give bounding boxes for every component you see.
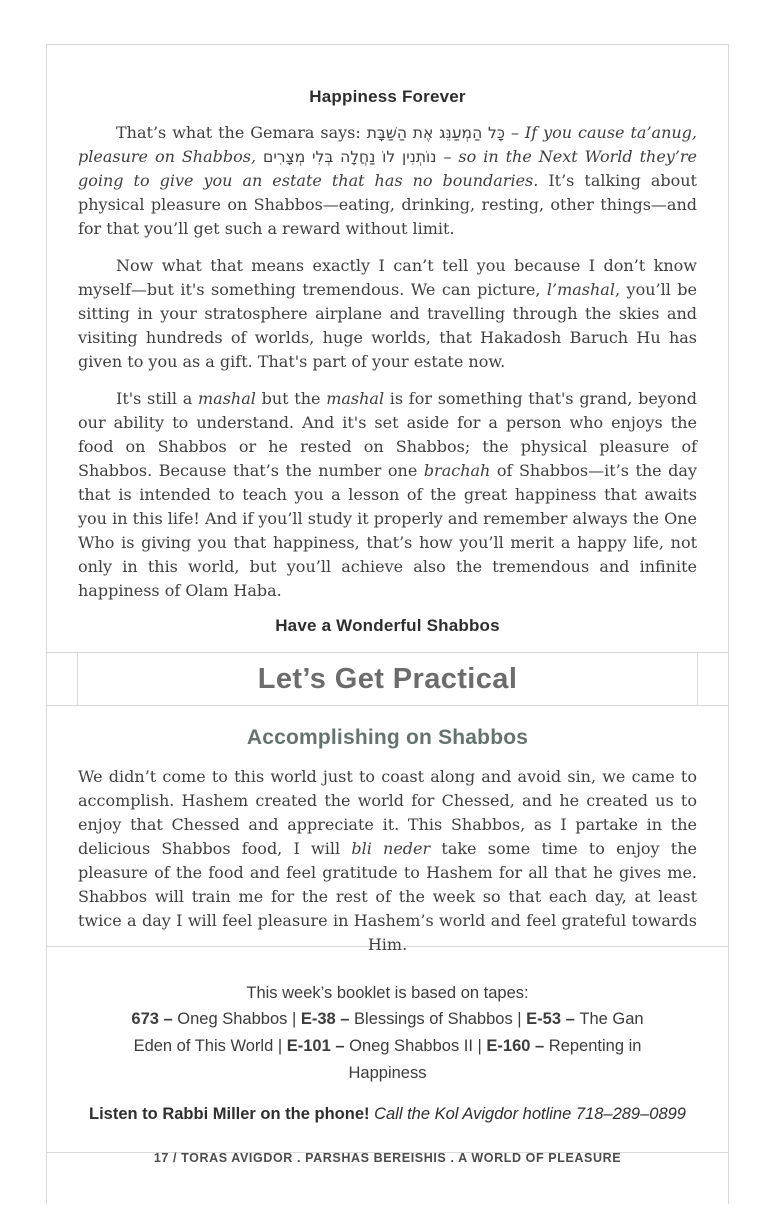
practical-section xyxy=(47,706,728,954)
text-segment-normal: Blessings of Shabbos | xyxy=(354,1010,527,1028)
article-paragraph-3 xyxy=(78,387,697,603)
text-segment-bold: E-101 – xyxy=(286,1037,350,1055)
practical-paragraph xyxy=(78,765,697,957)
text-segment-normal: , you’ll be sitting in your stratosphere airplane and travelling through the skies and visiting hundreds of worlds, huge worlds, that Hakadosh Baruch Hu has given to you as a gift. That's part of your estate now. xyxy=(78,280,698,371)
practical-banner-box xyxy=(77,653,698,705)
text-segment-italic: mashal xyxy=(198,389,256,408)
tapes-list xyxy=(77,1006,698,1087)
text-segment-normal: Oneg Shabbos | xyxy=(177,1010,301,1028)
text-segment-italic: mashal xyxy=(326,389,385,408)
content-card xyxy=(46,44,729,1204)
closing-heading: Have a Wonderful Shabbos xyxy=(275,616,500,635)
text-segment-normal: We didn’t come to this world just to coast along and avoid sin, we came to accomplish. Hashem created the world for Chessed, and he created us to enjoy that Chessed and appreciate it. This Shabbos, as I partake in the delicious Shabbos food, I will xyxy=(78,767,697,858)
text-segment-italic: Call the Kol Avigdor hotline 718–289–0899 xyxy=(374,1105,686,1123)
tapes-intro: This week’s booklet is based on tapes: xyxy=(246,984,529,1002)
text-segment-normal: of Shabbos—it’s the day that is intended to teach you a lesson of the great happiness that awaits you in this life! And if you’ll study it properly and remember always the One Who is giving you that happiness, that’s how you’ll merit a happy life, not only in this world, but you’ll achieve also the tremendous and infinite happiness of Olam Haba. xyxy=(78,461,697,600)
text-segment-bold: E-160 – xyxy=(486,1037,549,1055)
article-paragraph-2 xyxy=(78,254,697,374)
text-segment-bold: E-53 – xyxy=(526,1010,580,1028)
text-segment-normal: The Gan Eden of This World | xyxy=(133,1010,644,1055)
text-segment-italic: l’mashal xyxy=(546,280,615,299)
text-segment-hebrew: כָּל הַמְעַנֵּג אֶת הַשַּׁבָּת xyxy=(366,124,506,142)
text-segment-normal: It’s talking about physical pleasure on Shabbos—eating, drinking, resting, other things—and for that you’ll get such a reward without limit. xyxy=(78,171,697,238)
practical-banner xyxy=(47,652,728,706)
text-segment-normal: Repenting in Happiness xyxy=(348,1037,642,1082)
text-segment-italic: bli neder xyxy=(351,839,431,858)
text-segment-normal: Now what that means exactly I can’t tell you because I don’t know myself—but it's something tremendous. We can picture, xyxy=(78,256,697,299)
page-footer: 17 / TORAS AVIGDOR . PARSHAS BEREISHIS . A WORLD OF PLEASURE xyxy=(153,1151,622,1165)
text-segment-normal: – xyxy=(436,147,459,166)
article-heading: Happiness Forever xyxy=(309,87,466,106)
article-paragraph-1 xyxy=(78,121,697,241)
text-segment-normal: It's still a xyxy=(116,389,198,408)
text-segment-normal: That’s what the Gemara says: xyxy=(116,123,367,142)
practical-banner-title: Let’s Get Practical xyxy=(257,662,518,695)
article-section xyxy=(47,45,728,652)
hotline-line xyxy=(77,1103,698,1125)
practical-heading: Accomplishing on Shabbos xyxy=(246,726,529,749)
text-segment-normal: is for something that's grand, beyond our ability to understand. And it's set aside for a person who enjoys the food on Shabbos or he rested on Shabbos; the physical pleasure of Shabbos. Because that’s the number one xyxy=(78,389,698,480)
text-segment-italic: brachah xyxy=(423,461,491,480)
text-segment-hebrew: נוֹתְנִין לוֹ נַחֲלָה בְּלִי מְצָרִים xyxy=(263,148,437,166)
text-segment-normal: – xyxy=(505,123,525,142)
text-segment-bold: 673 – xyxy=(131,1010,178,1028)
text-segment-bold: Listen to Rabbi Miller on the phone! xyxy=(89,1105,375,1123)
tapes-section xyxy=(47,946,728,1165)
text-segment-italic: If you cause ta’anug, pleasure on Shabbos, xyxy=(78,123,698,166)
text-segment-normal: Oneg Shabbos II | xyxy=(349,1037,487,1055)
text-segment-normal: but the xyxy=(255,389,327,408)
text-segment-bold: E-38 – xyxy=(300,1010,355,1028)
text-segment-normal: take some time to enjoy the pleasure of the food and feel gratitude to Hashem for all that he gives me. Shabbos will train me for the rest of the week so that each day, at least twice a day I will feel pleasure in Hashem’s world and feel grateful towards Him. xyxy=(78,839,698,954)
text-segment-italic: so in the Next World they’re going to give you an estate that has no boundaries. xyxy=(78,147,698,190)
